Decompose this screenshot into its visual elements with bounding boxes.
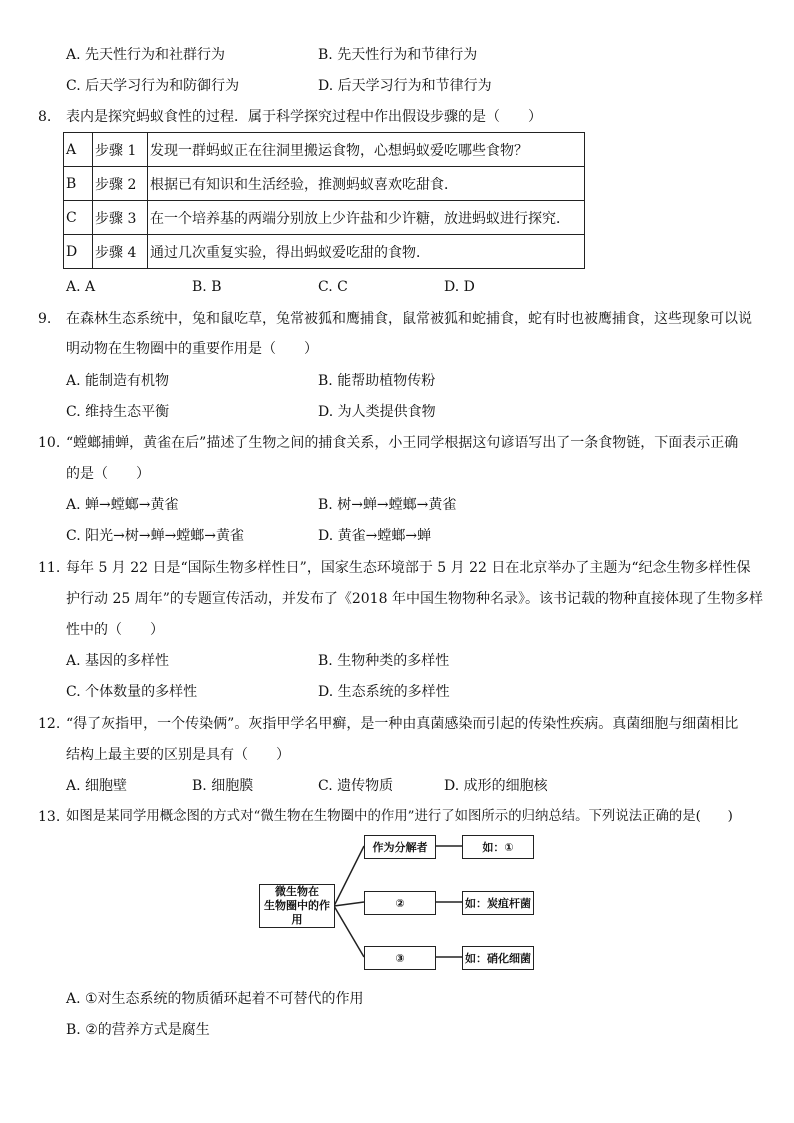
row-step: 步骤 1 [93,133,148,167]
q9-stem-line1: 在森林生态系统中，兔和鼠吃草，兔常被狐和鹰捕食，鼠常被狐和蛇捕食，蛇有时也被鹰捕食，这些现象可以说 [66,311,752,327]
q12-option-b: B. 细胞膜 [192,778,254,794]
q12-number: 12. [38,716,61,732]
table-row [64,201,585,235]
q10-stem-line1: “螳螂捕蝉，黄雀在后”描述了生物之间的捕食关系，小王同学根据这句谚语写出了一条食物链，下面表示正确 [66,435,739,451]
q10-stem-line2: 的是（ ） [66,466,150,482]
row-letter: C [64,201,93,235]
q13-option-a: A. ①对生态系统的物质循环起着不可替代的作用 [66,991,364,1007]
q7-option-a: A. 先天性行为和社群行为 [66,47,226,63]
q10-number: 10. [38,435,61,451]
row-step: 步骤 3 [93,201,148,235]
q8-option-c: C. C [318,279,348,295]
q9-option-c: C. 维持生态平衡 [66,404,170,420]
q8-steps-table [63,132,585,269]
table-row [64,167,585,201]
q10-option-b: B. 树→蝉→螳螂→黄雀 [318,497,457,513]
q13-option-b: B. ②的营养方式是腐生 [66,1022,210,1038]
q13-stem: 如图是某同学用概念图的方式对“微生物在生物圈中的作用”进行了如图所示的归纳总结。下列说法正确的是( ) [66,809,733,824]
q7-option-b: B. 先天性行为和节律行为 [318,47,478,63]
q12-option-c: C. 遗传物质 [318,778,394,794]
q9-option-b: B. 能帮助植物传粉 [318,373,436,389]
q7-option-d: D. 后天学习行为和节律行为 [318,78,492,94]
row-content: 根据已有知识和生活经验，推测蚂蚁喜欢吃甜食． [148,167,585,201]
q11-option-a: A. 基因的多样性 [66,653,170,669]
branch-node-3: ③ [364,946,436,970]
q11-stem-line3: 性中的（ ） [66,622,164,638]
root-node-line2: 生物圈中的作用 [264,899,330,926]
table-row [64,235,585,269]
row-letter: B [64,167,93,201]
row-content: 在一个培养基的两端分别放上少许盐和少许糖，放进蚂蚁进行探究． [148,201,585,235]
q11-number: 11. [38,560,61,576]
row-letter: D [64,235,93,269]
root-node [259,884,335,928]
q10-option-c: C. 阳光→树→蝉→螳螂→黄雀 [66,528,245,544]
q12-stem-line1: “得了灰指甲，一个传染俩”。灰指甲学名甲癣，是一种由真菌感染而引起的传染性疾病。真菌细胞与细菌相比 [66,716,739,732]
q12-option-d: D. 成形的细胞核 [444,778,548,794]
q8-option-a: A. A [66,279,96,295]
q11-option-b: B. 生物种类的多样性 [318,653,450,669]
example-node-3: 如：硝化细菌 [462,946,534,970]
q12-stem-line2: 结构上最主要的区别是具有（ ） [66,747,290,763]
q9-option-a: A. 能制造有机物 [66,373,170,389]
example-node-2: 如：炭疽杆菌 [462,891,534,915]
example-node-1: 如：① [462,835,534,859]
q7-option-c: C. 后天学习行为和防御行为 [66,78,240,94]
branch-node-decomposer: 作为分解者 [364,835,436,859]
q9-stem-line2: 明动物在生物圈中的重要作用是（ ） [66,341,318,357]
q11-option-d: D. 生态系统的多样性 [318,684,450,700]
root-node-line1: 微生物在 [275,885,319,898]
q11-option-c: C. 个体数量的多样性 [66,684,198,700]
q11-stem-line2: 护行动 25 周年”的专题宣传活动，并发布了《2018 年中国生物物种名录》。该书记载的物种直接体现了生物多样 [66,591,763,607]
branch-node-2: ② [364,891,436,915]
q11-stem-line1: 每年 5 月 22 日是“国际生物多样性日”，国家生态环境部于 5 月 22 日在北京举办了主题为“纪念生物多样性保 [66,560,751,576]
q9-number: 9. [38,311,52,327]
row-content: 发现一群蚂蚁正在往洞里搬运食物，心想蚂蚁爱吃哪些食物？ [148,133,585,167]
q10-option-a: A. 蝉→螳螂→黄雀 [66,497,179,513]
q9-option-d: D. 为人类提供食物 [318,404,436,420]
row-content: 通过几次重复实验，得出蚂蚁爱吃甜的食物． [148,235,585,269]
q8-stem: 表内是探究蚂蚁食性的过程．属于科学探究过程中作出假设步骤的是（ ） [66,109,542,125]
q10-option-d: D. 黄雀→螳螂→蝉 [318,528,432,544]
q8-option-b: B. B [192,279,222,295]
q13-number: 13. [38,809,61,825]
q12-option-a: A. 细胞壁 [66,778,128,794]
q8-option-d: D. D [444,279,475,295]
row-step: 步骤 2 [93,167,148,201]
q8-number: 8. [38,109,52,125]
row-step: 步骤 4 [93,235,148,269]
row-letter: A [64,133,93,167]
concept-diagram [256,830,536,970]
table-row [64,133,585,167]
